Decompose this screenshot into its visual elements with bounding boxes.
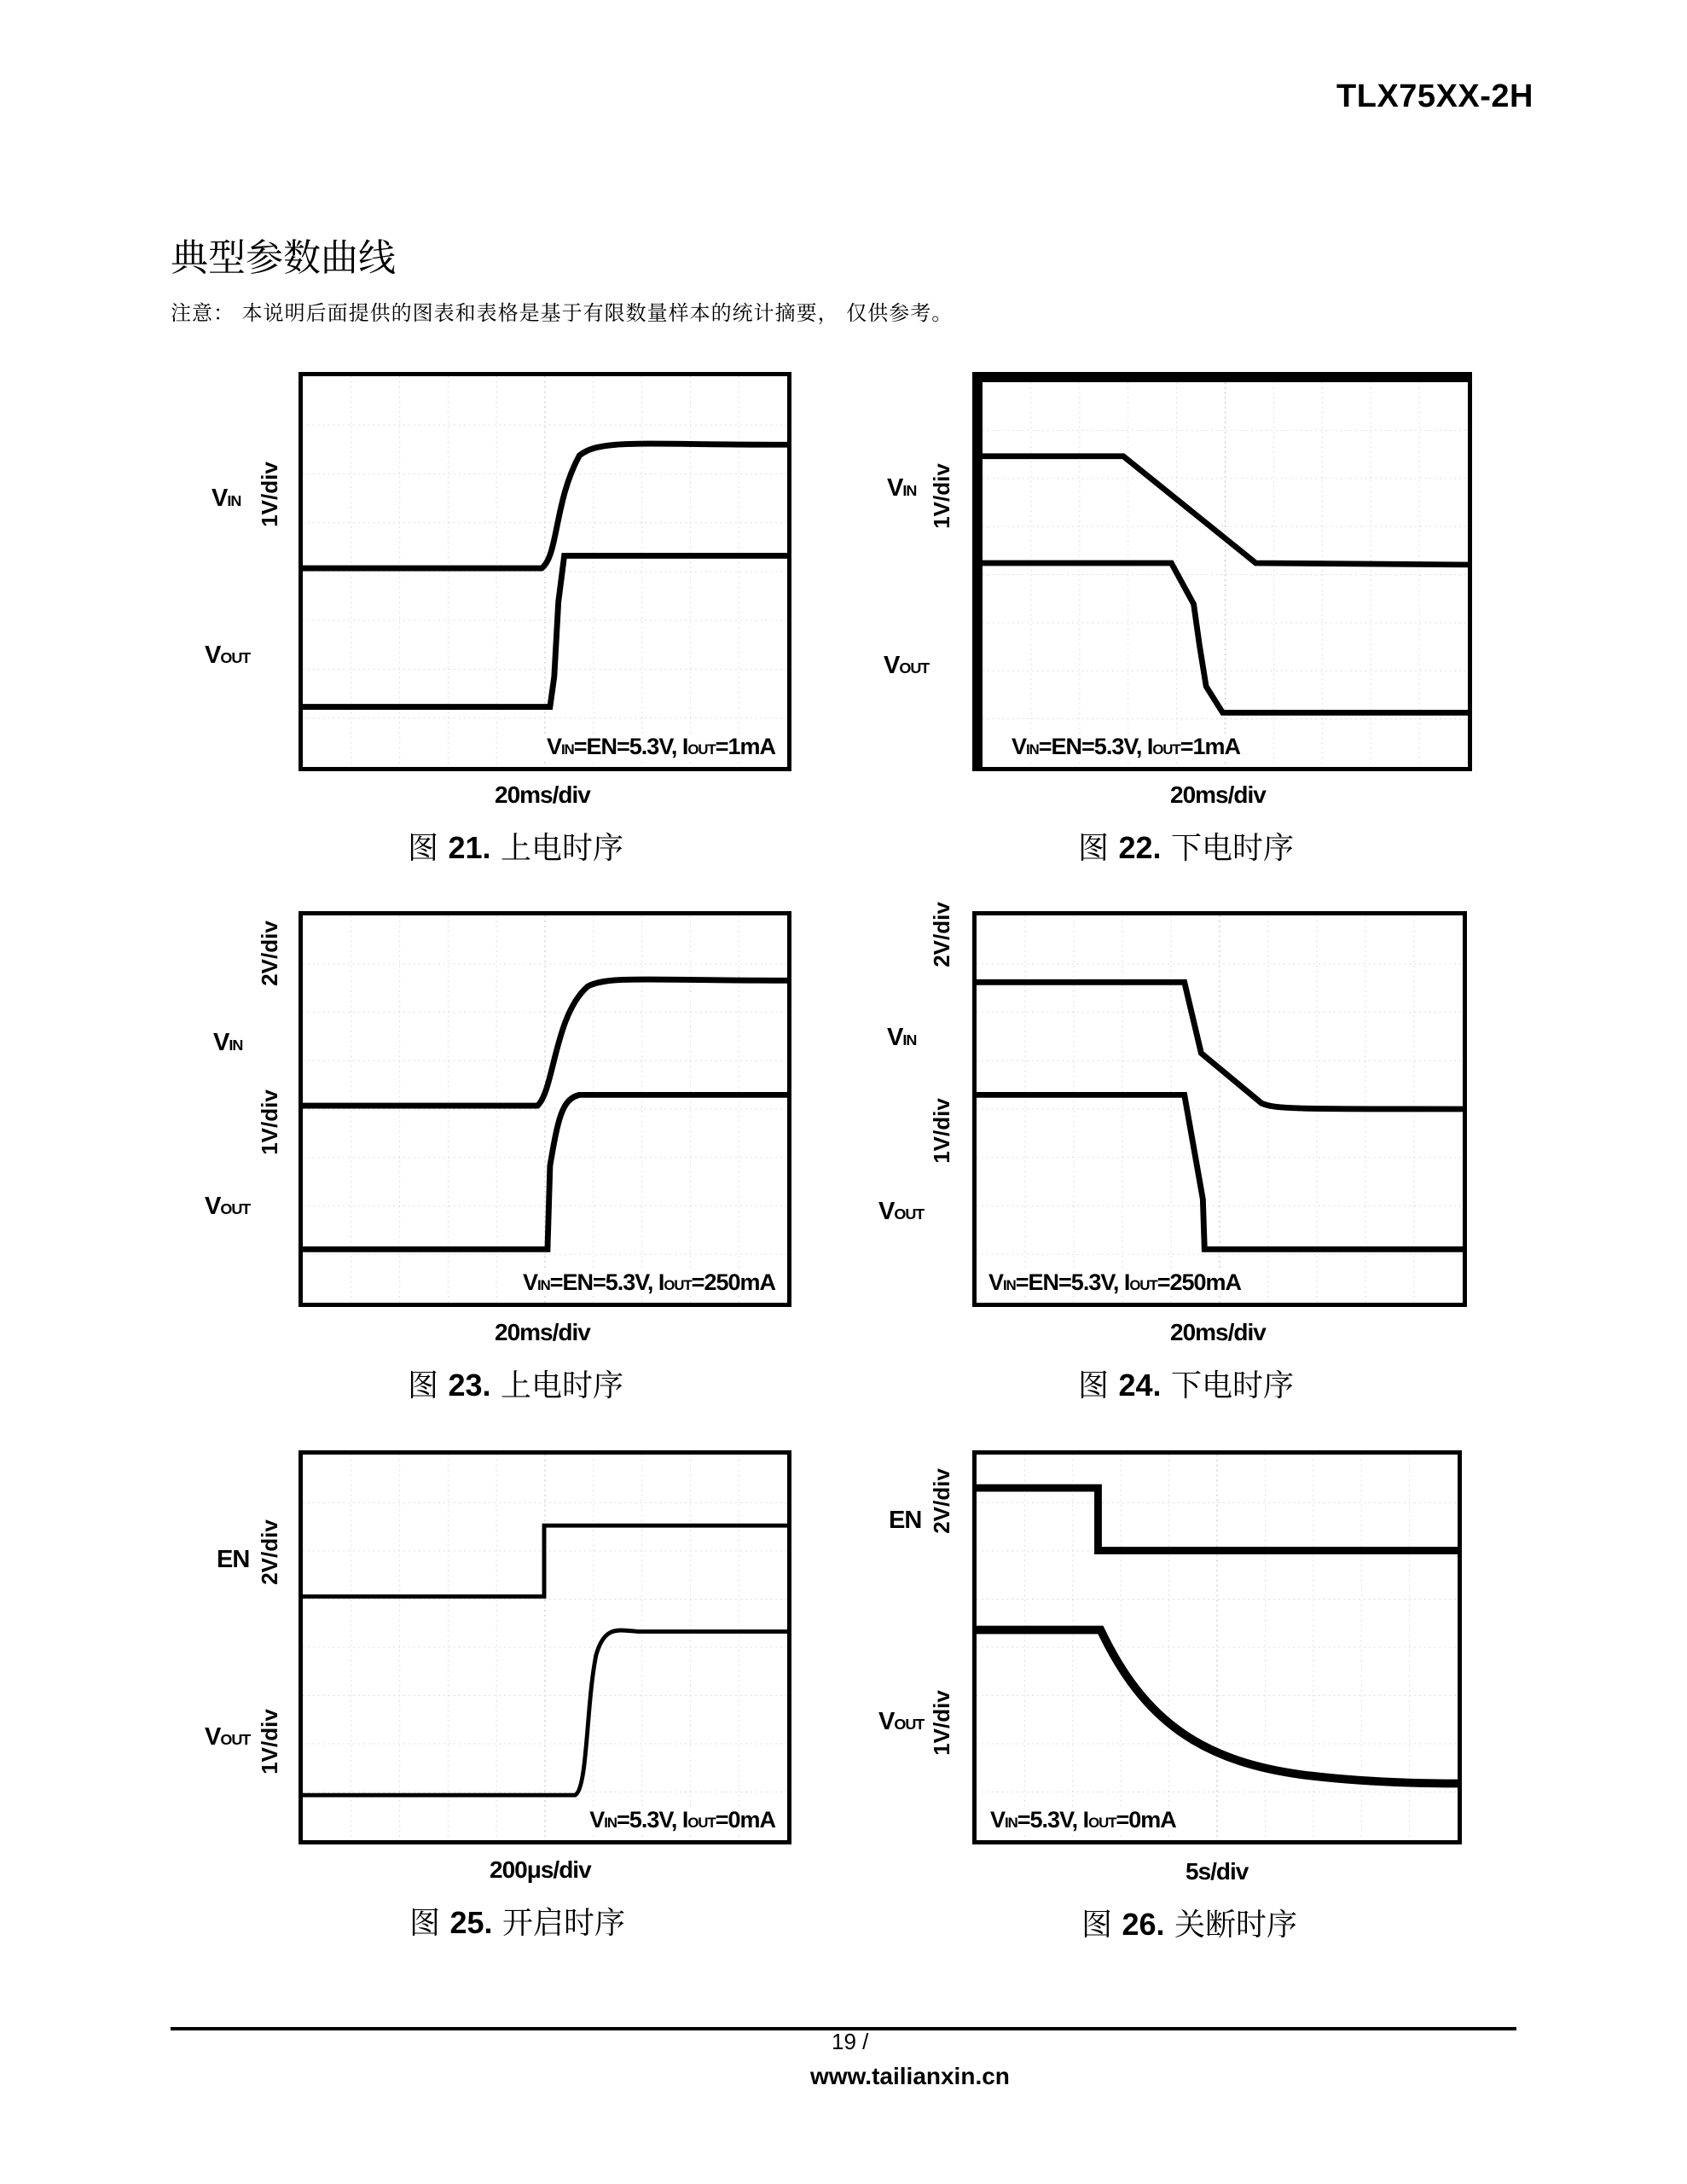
condition-25: VIN=5.3V, IOUT=0mA (586, 1807, 779, 1833)
channel-label-vout-22: VOUT (884, 652, 930, 679)
channel-label-vout-25: VOUT (205, 1723, 251, 1751)
time-div-21: 20ms/div (495, 781, 590, 808)
caption-21: 图 21. 上电时序 (408, 830, 623, 866)
scope-screen-23 (299, 911, 791, 1307)
section-title: 典型参数曲线 (171, 236, 396, 280)
channel-label-vout-21: VOUT (205, 642, 251, 669)
caption-23: 图 23. 上电时序 (408, 1368, 623, 1403)
channel-label-vout-24: VOUT (878, 1198, 925, 1225)
volt-div-22: 1V/div (928, 463, 954, 529)
section-note: 注意： 本说明后面提供的图表和表格是基于有限数量样本的统计摘要， 仅供参考。 (171, 301, 954, 325)
condition-26: VIN=5.3V, IOUT=0mA (987, 1807, 1180, 1833)
time-div-26: 5s/div (1186, 1858, 1249, 1885)
waveform-26 (977, 1455, 1458, 1840)
scope-screen-25 (299, 1450, 791, 1844)
condition-22: VIN=EN=5.3V, IOUT=1mA (1008, 734, 1244, 760)
doc-title: TLX75XX-2H (1336, 78, 1533, 114)
website: www.tailianxin.cn (810, 2063, 1010, 2089)
time-div-23: 20ms/div (495, 1319, 590, 1345)
waveform-21 (303, 376, 787, 767)
caption-25: 图 25. 开启时序 (409, 1905, 625, 1941)
caption-26: 图 26. 关断时序 (1081, 1907, 1297, 1943)
channel-label-en-25: EN (217, 1546, 250, 1573)
scope-screen-22 (972, 372, 1472, 771)
scope-screen-21 (299, 372, 791, 771)
scope-screen-26 (972, 1450, 1462, 1844)
channel-label-vin-22: VIN (887, 474, 917, 502)
volt-div-24-vin: 2V/div (928, 902, 954, 967)
waveform-24 (977, 915, 1463, 1303)
volt-div-25-en: 2V/div (256, 1519, 282, 1585)
time-div-22: 20ms/div (1170, 781, 1266, 808)
time-div-24: 20ms/div (1170, 1319, 1266, 1345)
channel-label-vin-23: VIN (213, 1029, 243, 1056)
volt-div-25-vout: 1V/div (256, 1709, 282, 1774)
volt-div-24-vout: 1V/div (928, 1098, 954, 1164)
condition-24: VIN=EN=5.3V, IOUT=250mA (985, 1269, 1244, 1296)
channel-label-vout-26: VOUT (878, 1708, 925, 1735)
channel-label-en-26: EN (889, 1507, 922, 1534)
caption-24: 图 24. 下电时序 (1078, 1368, 1294, 1403)
channel-label-vout-23: VOUT (205, 1193, 251, 1220)
condition-23: VIN=EN=5.3V, IOUT=250mA (519, 1269, 779, 1296)
volt-div-23-vin: 2V/div (256, 921, 282, 986)
volt-div-26-vout: 1V/div (928, 1690, 954, 1756)
waveform-22 (983, 382, 1468, 767)
volt-div-23-vout: 1V/div (256, 1089, 282, 1155)
volt-div-21: 1V/div (256, 462, 282, 527)
channel-label-vin-21: VIN (212, 485, 241, 512)
waveform-25 (303, 1455, 787, 1840)
scope-screen-24 (972, 911, 1467, 1307)
time-div-25: 200μs/div (490, 1856, 591, 1883)
condition-21: VIN=EN=5.3V, IOUT=1mA (543, 734, 779, 760)
channel-label-vin-24: VIN (887, 1024, 917, 1051)
page-number: 19 / (832, 2029, 869, 2054)
waveform-23 (303, 915, 787, 1303)
volt-div-26-en: 2V/div (928, 1468, 954, 1534)
caption-22: 图 22. 下电时序 (1078, 830, 1294, 866)
